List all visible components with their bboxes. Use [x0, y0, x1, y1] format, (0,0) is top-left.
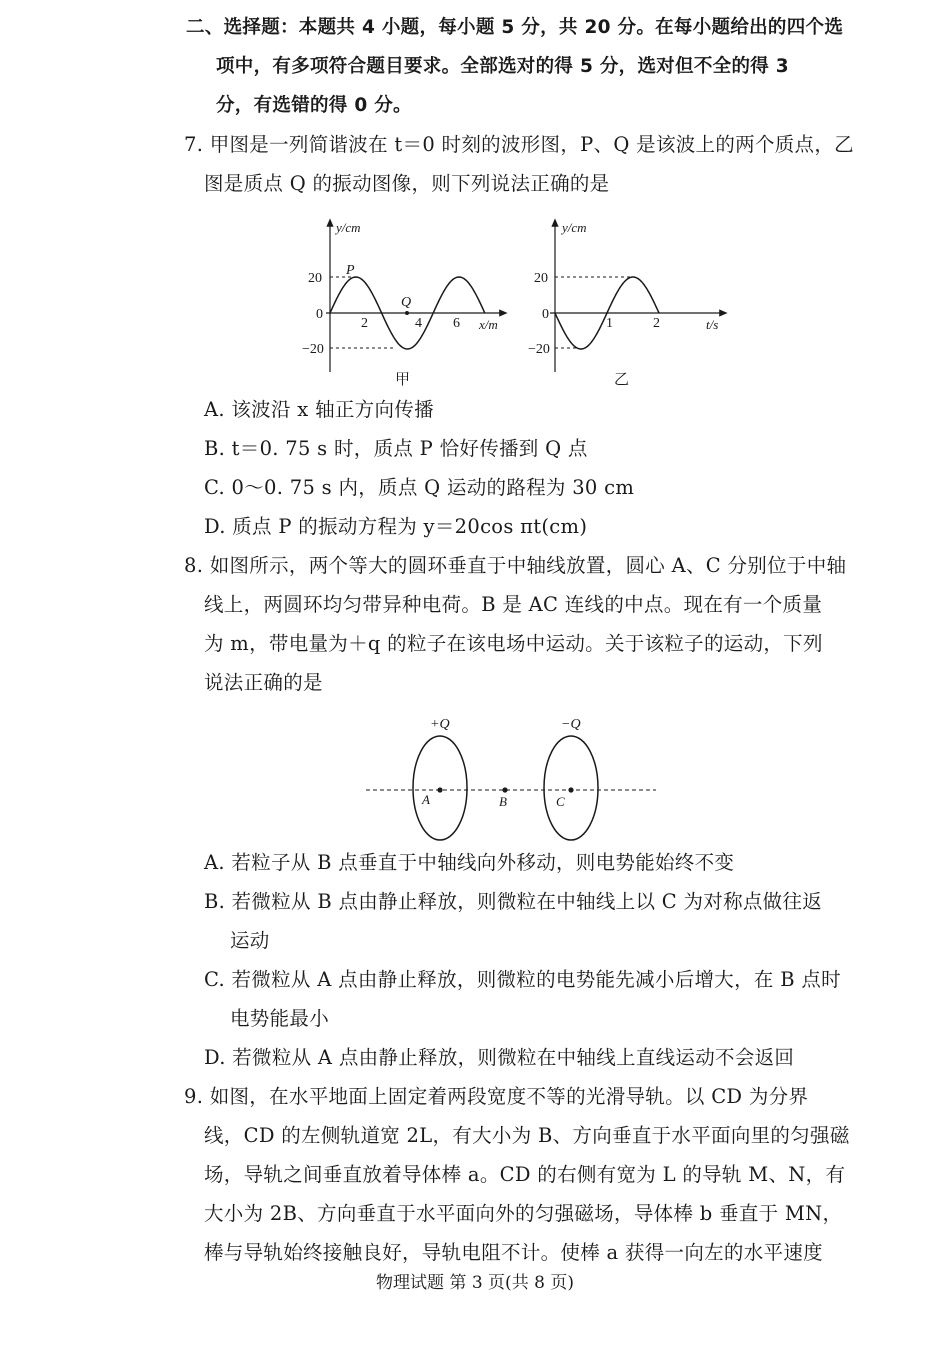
center-A — [437, 787, 442, 792]
q8-stem-line2: 线上，两圆环均匀带异种电荷。B 是 AC 连线的中点。现在有一个质量 — [204, 593, 823, 616]
q8-option-b-line2: 运动 — [230, 929, 270, 952]
tick-t-2: 2 — [653, 316, 660, 331]
q7-option-b: B. t＝0. 75 s 时，质点 P 恰好传播到 Q 点 — [204, 437, 588, 460]
label-plusQ: +Q — [430, 717, 450, 732]
label-P: P — [346, 263, 355, 278]
tick-x-4: 4 — [415, 316, 422, 331]
tick-y-20: 20 — [308, 271, 322, 286]
section-heading-line2: 项中，有多项符合题目要求。全部选对的得 5 分，选对但不全的得 3 — [216, 56, 789, 77]
point-Q — [405, 311, 409, 315]
q9-stem-line1: 9. 如图，在水平地面上固定着两段宽度不等的光滑导轨。以 CD 为分界 — [184, 1085, 809, 1108]
label-A: A — [422, 792, 430, 807]
q7-figure-yi — [526, 212, 736, 392]
q8-option-d: D. 若微粒从 A 点由静止释放，则微粒在中轴线上直线运动不会返回 — [204, 1046, 795, 1069]
q8-stem-line4: 说法正确的是 — [204, 671, 323, 694]
tick-y-neg20: −20 — [302, 342, 324, 357]
center-C — [568, 787, 573, 792]
xlabel: x/m — [479, 317, 498, 332]
tick-x-6: 6 — [453, 316, 460, 331]
q7-stem-line2: 图是质点 Q 的振动图像，则下列说法正确的是 — [204, 172, 610, 195]
caption-yi: 乙 — [614, 372, 630, 388]
q9-stem-line2: 线，CD 的左侧轨道宽 2L，有大小为 B、方向垂直于水平面向里的匀强磁 — [204, 1124, 850, 1147]
q9-stem-line5: 棒与导轨始终接触良好，导轨电阻不计。使棒 a 获得一向左的水平速度 — [204, 1241, 823, 1264]
label-Q: Q — [401, 295, 412, 310]
tlabel: t/s — [706, 317, 719, 332]
label-minusQ: −Q — [561, 717, 581, 732]
caption-jia: 甲 — [395, 372, 411, 388]
tick-x-2: 2 — [361, 316, 368, 331]
q8-option-c-line2: 电势能最小 — [230, 1007, 330, 1030]
q8-stem-line3: 为 m，带电量为＋q 的粒子在该电场中运动。关于该粒子的运动，下列 — [204, 632, 823, 655]
q8-option-c-line1: C. 若微粒从 A 点由静止释放，则微粒的电势能先减小后增大，在 B 点时 — [204, 968, 841, 991]
ylabel: y/cm — [562, 220, 587, 235]
q9-stem-line3: 场，导轨之间垂直放着导体棒 a。CD 的右侧有宽为 L 的导轨 M、N，有 — [204, 1163, 846, 1186]
q9-stem-line4: 大小为 2B、方向垂直于水平面向外的匀强磁场，导体棒 b 垂直于 MN， — [204, 1202, 843, 1225]
q7-option-c: C. 0～0. 75 s 内，质点 Q 运动的路程为 30 cm — [204, 476, 635, 499]
tick-y-20: 20 — [534, 271, 548, 286]
section-heading-line1: 二、选择题：本题共 4 小题，每小题 5 分，共 20 分。在每小题给出的四个选 — [186, 17, 844, 38]
q7-option-d: D. 质点 P 的振动方程为 y＝20cos πt(cm) — [204, 515, 588, 538]
tick-y-0: 0 — [316, 307, 323, 322]
tick-y-neg20: −20 — [528, 342, 550, 357]
q7-option-a: A. 该波沿 x 轴正方向传播 — [204, 398, 434, 421]
label-B: B — [499, 794, 507, 809]
tick-y-0: 0 — [542, 307, 549, 322]
q7-figure-jia — [296, 212, 518, 392]
q8-option-b-line1: B. 若微粒从 B 点由静止释放，则微粒在中轴线上以 C 为对称点做往返 — [204, 890, 823, 913]
q8-stem-line1: 8. 如图所示，两个等大的圆环垂直于中轴线放置，圆心 A、C 分别位于中轴 — [184, 554, 847, 577]
q8-figure-rings — [360, 712, 660, 846]
q8-option-a: A. 若粒子从 B 点垂直于中轴线向外移动，则电势能始终不变 — [204, 851, 735, 874]
tick-t-1: 1 — [606, 316, 613, 331]
label-C: C — [556, 794, 565, 809]
ylabel: y/cm — [336, 220, 361, 235]
q7-stem-line1: 7. 甲图是一列简谐波在 t＝0 时刻的波形图，P、Q 是该波上的两个质点，乙 — [184, 133, 854, 156]
section-heading-line3: 分，有选错的得 0 分。 — [216, 95, 412, 116]
page-footer: 物理试题 第 3 页(共 8 页) — [376, 1273, 574, 1293]
midpoint-B — [502, 787, 507, 792]
